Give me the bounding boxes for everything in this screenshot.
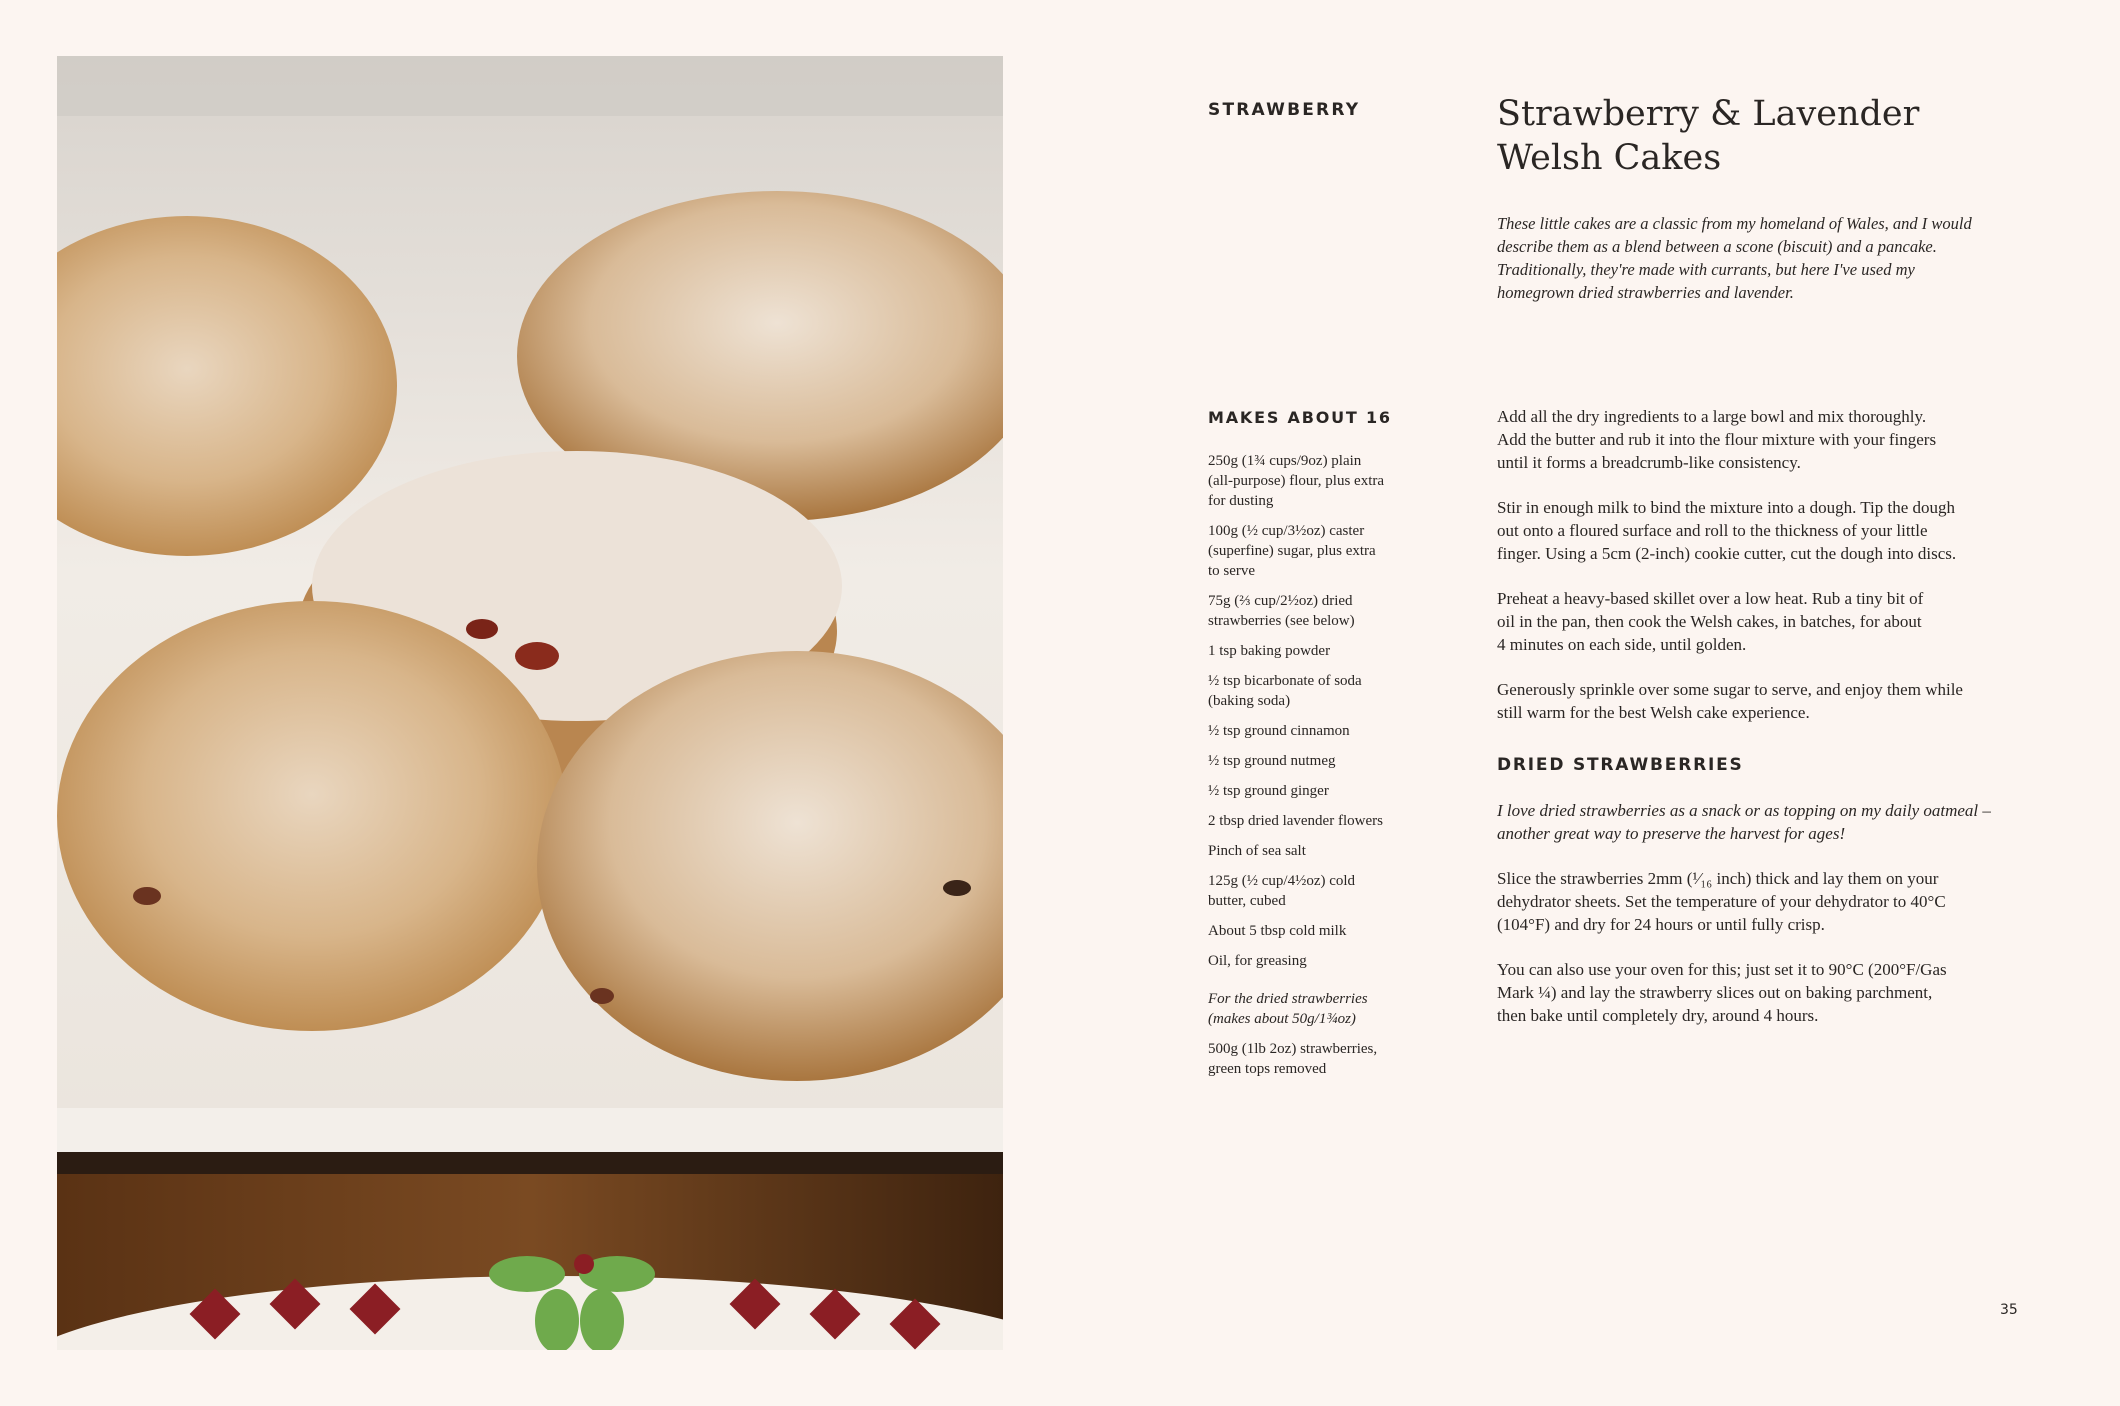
- intro-line: describe them as a blend between a scone (biscuit) and a pancake.: [1497, 237, 1937, 256]
- ingredient-item: [1208, 451, 1438, 511]
- method-line: 4 minutes on each side, until golden.: [1497, 635, 1747, 654]
- method-step: [1497, 958, 2037, 1027]
- ingredient-line: 125g (½ cup/4½oz) cold: [1208, 873, 1356, 889]
- method-line: Add all the dry ingredients to a large bowl and mix thoroughly.: [1497, 407, 1927, 426]
- ingredient-line: ½ tsp bicarbonate of soda: [1208, 673, 1362, 689]
- method-line: still warm for the best Welsh cake experience.: [1497, 703, 1810, 722]
- method-line: I love dried strawberries as a snack or as topping on my daily oatmeal –: [1497, 801, 1991, 820]
- ingredient-line: ½ tsp ground ginger: [1208, 783, 1329, 799]
- ingredient-line: Pinch of sea salt: [1208, 843, 1306, 859]
- dried-strawberries-intro: [1497, 799, 2037, 845]
- ingredients-list: [1208, 451, 1438, 1089]
- intro-line: Traditionally, they're made with currants, but here I've used my: [1497, 260, 1915, 279]
- ingredient-item: [1208, 921, 1438, 941]
- intro-line: These little cakes are a classic from my homeland of Wales, and I would: [1497, 214, 1972, 233]
- method-line: dehydrator sheets. Set the temperature of your dehydrator to 40°C: [1497, 892, 1946, 911]
- recipe-title: [1497, 92, 2057, 180]
- ingredient-line: to serve: [1208, 563, 1256, 579]
- welsh-cake: [57, 601, 567, 1031]
- ingredient-line: green tops removed: [1208, 1061, 1327, 1077]
- ingredient-item: [1208, 841, 1438, 861]
- method-step: [1497, 405, 2037, 474]
- ingredient-item: [1208, 811, 1438, 831]
- ingredient-item: [1208, 751, 1438, 771]
- ingredient-line: ½ tsp ground cinnamon: [1208, 723, 1350, 739]
- ingredient-line: For the dried strawberries: [1208, 991, 1368, 1007]
- method-line: oil in the pan, then cook the Welsh cakes, in batches, for about: [1497, 612, 1922, 631]
- intro-line: homegrown dried strawberries and lavender.: [1497, 283, 1794, 302]
- method-column: [1497, 405, 2037, 1049]
- method-line: Slice the strawberries 2mm (¹⁄₁₆ inch) thick and lay them on your: [1497, 869, 1939, 888]
- method-line: Add the butter and rub it into the flour mixture with your fingers: [1497, 430, 1937, 449]
- method-line: until it forms a breadcrumb-like consistency.: [1497, 453, 1801, 472]
- method-line: Stir in enough milk to bind the mixture into a dough. Tip the dough: [1497, 498, 1956, 517]
- ingredient-line: 2 tbsp dried lavender flowers: [1208, 813, 1383, 829]
- ingredient-line: About 5 tbsp cold milk: [1208, 923, 1347, 939]
- method-step: [1497, 496, 2037, 565]
- dried-strawberries-heading: DRIED STRAWBERRIES: [1497, 755, 1744, 775]
- yield-label: MAKES ABOUT 16: [1208, 408, 1392, 427]
- ingredient-line: (superfine) sugar, plus extra: [1208, 543, 1376, 559]
- ingredient-line: (baking soda): [1208, 693, 1291, 709]
- method-line: then bake until completely dry, around 4 hours.: [1497, 1006, 1819, 1025]
- method-line: (104°F) and dry for 24 hours or until fully crisp.: [1497, 915, 1825, 934]
- recipe-intro: [1497, 212, 2017, 304]
- method-line: You can also use your oven for this; just set it to 90°C (200°F/Gas: [1497, 960, 1947, 979]
- method-line: finger. Using a 5cm (2-inch) cookie cutter, cut the dough into discs.: [1497, 544, 1957, 563]
- method-step: [1497, 867, 2037, 936]
- ingredient-line: (makes about 50g/1¾oz): [1208, 1011, 1356, 1027]
- ingredient-item: [1208, 721, 1438, 741]
- ingredient-item: [1208, 1039, 1438, 1079]
- ingredient-item: [1208, 781, 1438, 801]
- ingredient-line: 100g (½ cup/3½oz) caster: [1208, 523, 1365, 539]
- recipe-title-line: Strawberry & Lavender: [1497, 94, 1920, 134]
- ingredient-item: [1208, 641, 1438, 661]
- ingredient-item: [1208, 671, 1438, 711]
- ingredient-line: 75g (⅔ cup/2½oz) dried: [1208, 593, 1353, 609]
- ingredient-line: ½ tsp ground nutmeg: [1208, 753, 1336, 769]
- ingredient-line: Oil, for greasing: [1208, 953, 1307, 969]
- ingredient-line: 500g (1lb 2oz) strawberries,: [1208, 1041, 1378, 1057]
- section-label: STRAWBERRY: [1208, 100, 1361, 120]
- method-line: Generously sprinkle over some sugar to serve, and enjoy them while: [1497, 680, 1963, 699]
- ingredient-item: [1208, 871, 1438, 911]
- method-step: [1497, 587, 2037, 656]
- method-line: Mark ¼) and lay the strawberry slices out on baking parchment,: [1497, 983, 1933, 1002]
- ingredient-line: 1 tsp baking powder: [1208, 643, 1331, 659]
- dried-strawberries-note: [1208, 989, 1438, 1029]
- ingredient-item: [1208, 521, 1438, 581]
- page-number: 35: [2000, 1302, 2018, 1318]
- method-step: [1497, 678, 2037, 724]
- method-line: Preheat a heavy-based skillet over a low heat. Rub a tiny bit of: [1497, 589, 1924, 608]
- ingredient-item: [1208, 591, 1438, 631]
- ingredient-line: (all-purpose) flour, plus extra: [1208, 473, 1385, 489]
- ingredient-line: butter, cubed: [1208, 893, 1286, 909]
- ingredient-item: [1208, 951, 1438, 971]
- recipe-title-line: Welsh Cakes: [1497, 138, 1722, 178]
- method-line: out onto a floured surface and roll to the thickness of your little: [1497, 521, 1928, 540]
- welsh-cakes-photo: [57, 56, 1003, 1350]
- ingredient-line: 250g (1¾ cups/9oz) plain: [1208, 453, 1362, 469]
- ingredient-line: strawberries (see below): [1208, 613, 1355, 629]
- method-line: another great way to preserve the harvest for ages!: [1497, 824, 1846, 843]
- ingredient-line: for dusting: [1208, 493, 1274, 509]
